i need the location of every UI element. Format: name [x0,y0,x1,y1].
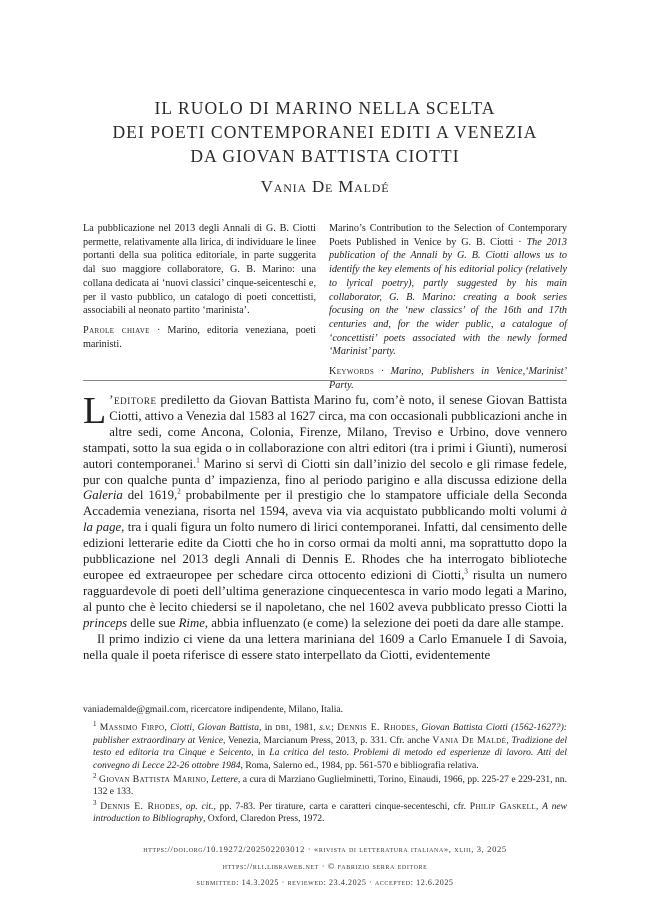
keywords-english-label: Keywords [329,366,375,378]
note-text: Giovan Battista Marino [98,774,207,786]
footnote-ref-3[interactable]: 3 [464,567,468,576]
keywords-english [329,365,567,392]
note-text: Giovan Battista Ciotti (1562-1627?): publisher extraordinary at Venice [93,722,567,746]
note-text: op. cit. [185,800,214,812]
body-text: Marino si servì di Ciotti sin dall’inizio del secolo e gli rimase fedele, pur con qualche punta d’ impazienza, fino al periodo parigino e alla discussa edizione della [83,456,567,487]
drop-cap: L [83,390,107,432]
body-text: prediletto da Giovan Battista Marino fu, com’è noto, il senese Giovan Battista Ciotti, attivo a Venezia dal 1583 al 1627 circa, ma con occasionali pubblicazioni anche in altre sedi, come Ancona, Colonia, Firenze, Milano, Treviso e Urbino, dove vennero stampati, sotto la sua egida o in collaborazione con altri editori (tra i primi i Giunti), numerosi autori contemporanei. [83,393,567,471]
footer-doi-line[interactable]: https://doi.org/10.19272/202502203012 · «rivista di letteratura italiana», xliii, 3, 2025 [143,844,507,854]
title-line-2: DEI POETI CONTEMPORANEI EDITI A VENEZIA [112,122,538,142]
body-italic: à la page [83,504,567,535]
footnote-3 [83,798,568,826]
author-affiliation: vaniademalde@gmail.com, ricercatore indipendente, Milano, Italia. [83,704,344,715]
keywords-english-text: · Marino, Publishers in Venice,‘Marinist’ Party. [329,366,567,391]
note-text: Dennis E. Rhodes [337,722,416,734]
title-line-1: IL RUOLO DI MARINO NELLA SCELTA [154,98,496,118]
note-text: Massimo Firpo [99,722,165,734]
footnote-number: 1 [93,720,97,729]
footer-publisher-line[interactable]: https://rli.libraweb.net · © fabrizio serra editore [222,861,428,871]
abstract-english-sep: · [513,236,527,248]
keywords-italian-text: · Marino, editoria veneziana, poeti marinisti. [83,324,316,350]
body-italic: Rime [178,615,205,630]
body-italic: princeps [83,615,128,630]
section-divider [83,380,567,381]
footnotes [83,704,567,828]
note-text: , Oxford, Claredon Press, 1972. [202,813,325,825]
note-text: , Venezia, Marcianum Press, 2013, p. 331. Cfr. anche [222,734,433,746]
title-line-3: DA GIOVAN BATTISTA CIOTTI [190,146,460,166]
note-text: dbi [275,722,289,734]
body-text: probabilmente per il prestigio che lo stampatore ufficiale della Seconda Accademia veneziana, risorta nel 1594, aveva via via acquistato pubblicando molti volumi [83,488,567,519]
body-text: del 1619, [122,488,178,503]
note-text: , [415,722,422,734]
note-text: , [164,722,171,734]
keywords-italian-label: Parole chiave [83,324,150,336]
note-text: Tradizione del testo ed editoria tra Cinque e Seicento [93,734,568,759]
footnote-number: 2 [93,771,97,780]
note-text: Ciotti, Giovan Battista [170,722,260,734]
footnote-ref-2[interactable]: 2 [177,488,181,497]
note-text: s.v. [319,722,332,734]
abstract-english-title: Marino’s Contribution to the Selection of Contemporary Poets Published in Venice by G. B. Ciotti [329,223,567,248]
footnote-number: 3 [93,798,97,807]
article-title [0,96,650,168]
abstract-italian [83,222,316,351]
body-italic: Galeria [83,488,123,503]
abstract-english [329,222,567,392]
body-paragraph-1 [83,390,567,632]
note-text: Philip Gaskell [469,800,537,812]
note-text: Vania De Maldé [432,734,507,746]
body-paragraph-2: Il primo indizio ci viene da una lettera mariniana del 1609 a Carlo Emanuele I di Savoia, nella quale il poeta riferisce di essere stato interpellato da Ciotti, evidentemente [83,631,567,662]
body-text: , abbia influenzato (e come) la selezione dei poeti da dare alle stampe. [204,615,564,630]
note-text: , [506,734,512,746]
keywords-italian [83,324,316,351]
note-text: A new introduction to Bibliography [93,800,568,825]
author-name: Vania De Maldé [260,177,390,196]
abstract-english-body [329,222,567,359]
footer-dates-line: submitted: 14.3.2025 · reviewed: 23.4.2025 · accepted: 12.6.2025 [196,878,454,887]
article-body [83,390,567,663]
note-text: , [536,800,543,812]
note-text: Dennis E. Rhodes [100,800,180,812]
footnote-1 [83,722,567,772]
note-text: , [179,800,186,812]
note-text: La critica del testo. Problemi di metodo ed esperienze di lavoro. Atti del convegno di Lecce 22-26 ottobre 1984 [93,747,567,771]
abstract-italian-text: La pubblicazione nel 2013 degli Annali di G. B. Ciotti permette, relativamente alla lirica, di individuare le linee portanti della sua politica editoriale, in parte suggerita dal suo maggiore collaboratore, G. B. Marino: una collana dedicata ai ‘nuovi classici’ cinque-seicenteschi e, per il vasto pubblico, un catalogo di poeti concettisti, associabili al neonato partito ‘marinista’. [83,223,316,317]
body-text: , tra i quali figura un folto numero di lirici contemporanei. Infatti, dal censimento delle edizioni letterarie edite da Ciotti che ho in corso ormai da molti anni, ma soprattutto dopo la pubblicazione nel 2013 degli Annali di Dennis E. Rhodes che ha interrogato biblioteche europee ed extraeuropee per schedare circa ottocento edizioni di Ciotti, [83,520,567,582]
note-text: ; [331,722,338,734]
note-text: , [206,774,212,786]
lead-word: ’editore [109,393,157,407]
note-text: , in [259,722,276,734]
body-text: delle sue [127,615,179,630]
note-text: , 1981, [288,722,320,734]
note-text: , pp. 7-83. Per tirature, carta e caratteri cinque-secenteschi, cfr. [213,800,470,812]
abstract-english-text: The 2013 publication of the Annali by G. B. Ciotti allows us to identify the key elements of his editorial policy (relatively to lyrical poetry), partly suggested by his main collaborator, G. B. Marino: creating a book series focusing on the ‘new classics’ of the 16th and 17th centuries and, for the wider public, a catalogue of ‘concettisti’ poets associated with the newly formed ‘Marinist’ party. [329,236,567,358]
note-text: Lettere [211,774,238,786]
note-text: , in [251,747,270,759]
note-text: , a cura di Marziano Guglielminetti, Torino, Einaudi, 1966, pp. 225-27 e 229-231, nn. 132 e 133. [93,774,567,798]
note-text: , Roma, Salerno ed., 1984, pp. 561-570 e bibliografia relativa. [240,759,479,771]
footnote-2 [83,771,567,799]
footnote-ref-1[interactable]: 1 [196,456,200,465]
body-text: risulta un numero ragguardevole di poeti dell’ultima generazione cinquecentesca in vario modo legati a Marino, al punto che è lecito chiedersi se il napoletano, che nel 1602 aveva pubblicato presso Ciotti la [83,567,567,614]
